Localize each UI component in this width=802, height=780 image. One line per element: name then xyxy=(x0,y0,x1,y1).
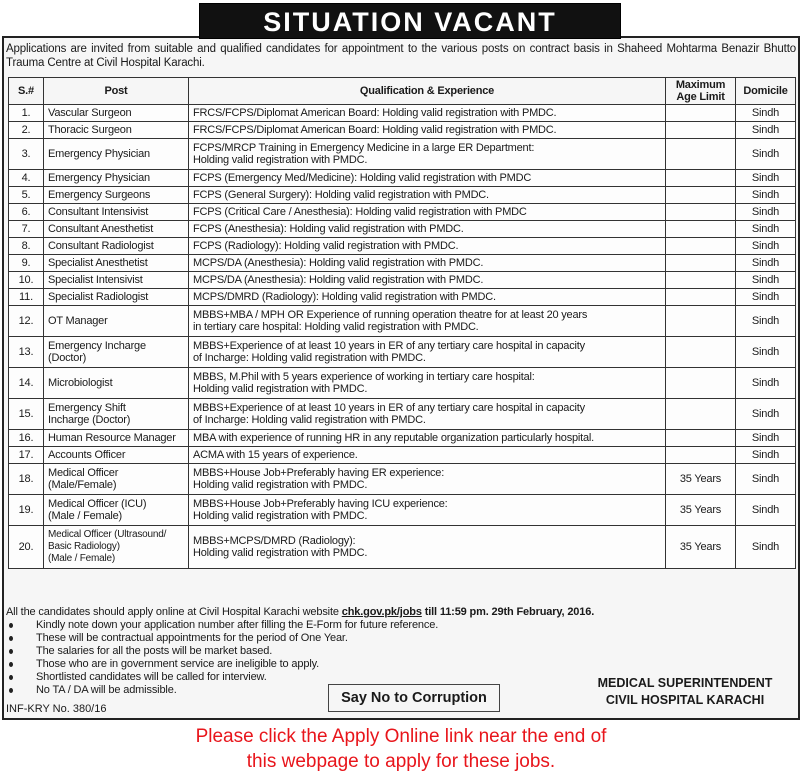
qualification xyxy=(189,447,666,464)
instructions xyxy=(6,606,594,697)
serial-number: 10. xyxy=(9,272,44,289)
age-limit xyxy=(666,272,736,289)
post-line: Consultant Anesthetist xyxy=(48,222,154,235)
table-header-row xyxy=(9,78,796,105)
age-limit xyxy=(666,221,736,238)
domicile: Sindh xyxy=(736,122,796,139)
qualification xyxy=(189,187,666,204)
post-name xyxy=(44,272,189,289)
post-line: Consultant Radiologist xyxy=(48,239,154,252)
table-row xyxy=(9,447,796,464)
table-row xyxy=(9,526,796,569)
serial-number: 16. xyxy=(9,430,44,447)
table-row xyxy=(9,495,796,526)
notice-line1: Please click the Apply Online link near the end of xyxy=(195,726,607,747)
qualification xyxy=(189,105,666,122)
post-line: Thoracic Surgeon xyxy=(48,123,132,136)
qual-line: FRCS/FCPS/Diplomat American Board: Holding valid registration with PMDC. xyxy=(193,123,557,136)
signature xyxy=(570,675,800,709)
table-row xyxy=(9,105,796,122)
age-limit xyxy=(666,289,736,306)
domicile: Sindh xyxy=(736,170,796,187)
qualification xyxy=(189,430,666,447)
serial-number: 3. xyxy=(9,139,44,170)
table-row xyxy=(9,170,796,187)
table-row xyxy=(9,430,796,447)
qualification xyxy=(189,495,666,526)
domicile: Sindh xyxy=(736,238,796,255)
qual-line: Holding valid registration with PMDC. xyxy=(193,479,368,491)
domicile: Sindh xyxy=(736,255,796,272)
post-name xyxy=(44,105,189,122)
serial-number: 19. xyxy=(9,495,44,526)
qualification xyxy=(189,122,666,139)
qualification xyxy=(189,368,666,399)
condition-item: Kindly note down your application number after filling the E-Form for future reference. xyxy=(6,619,594,632)
domicile: Sindh xyxy=(736,221,796,238)
condition-item: Those who are in government service are ineligible to apply. xyxy=(6,658,594,671)
qualification xyxy=(189,139,666,170)
header-domicile: Domicile xyxy=(736,78,796,105)
say-no-corruption-box: Say No to Corruption xyxy=(328,684,500,712)
serial-number: 7. xyxy=(9,221,44,238)
serial-number: 8. xyxy=(9,238,44,255)
post-name xyxy=(44,495,189,526)
qual-line: MBBS+House Job+Preferably having ICU experience: xyxy=(193,497,448,510)
age-limit xyxy=(666,139,736,170)
qual-line: FCPS (Radiology): Holding valid registration with PMDC. xyxy=(193,239,459,252)
post-line: Incharge (Doctor) xyxy=(48,414,131,426)
qual-line: FCPS (General Surgery): Holding valid registration with PMDC. xyxy=(193,188,489,201)
post-name xyxy=(44,368,189,399)
post-name xyxy=(44,306,189,337)
post-line: Emergency Shift xyxy=(48,401,126,414)
serial-number: 14. xyxy=(9,368,44,399)
age-limit xyxy=(666,170,736,187)
post-name xyxy=(44,399,189,430)
qual-line: Holding valid registration with PMDC. xyxy=(193,154,368,166)
serial-number: 2. xyxy=(9,122,44,139)
header-sno: S.# xyxy=(9,78,44,105)
signature-org: CIVIL HOSPITAL KARACHI xyxy=(605,693,765,707)
qual-line: MBBS+MCPS/DMRD (Radiology): xyxy=(193,534,356,547)
qual-line: MBBS, M.Phil with 5 years experience of working in tertiary care hospital: xyxy=(193,370,535,383)
qual-line: FCPS (Critical Care / Anesthesia): Holding valid registration with PMDC xyxy=(193,205,527,218)
qual-line: FCPS (Emergency Med/Medicine): Holding valid registration with PMDC xyxy=(193,171,532,184)
domicile: Sindh xyxy=(736,368,796,399)
age-limit: 35 Years xyxy=(666,495,736,526)
qualification xyxy=(189,464,666,495)
post-line: Specialist Radiologist xyxy=(48,290,149,303)
table-row xyxy=(9,187,796,204)
post-name xyxy=(44,447,189,464)
post-line: Medical Officer (Ultrasound/ xyxy=(48,529,167,540)
post-name xyxy=(44,170,189,187)
apply-link[interactable]: chk.gov.pk/jobs xyxy=(341,606,422,618)
age-limit xyxy=(666,337,736,368)
post-name xyxy=(44,139,189,170)
qualification xyxy=(189,238,666,255)
serial-number: 5. xyxy=(9,187,44,204)
post-name xyxy=(44,526,189,569)
post-line: Accounts Officer xyxy=(48,448,126,461)
post-line: Emergency Physician xyxy=(48,171,150,184)
serial-number: 13. xyxy=(9,337,44,368)
age-limit xyxy=(666,447,736,464)
table-row xyxy=(9,368,796,399)
qual-line: MCPS/DMRD (Radiology): Holding valid registration with PMDC. xyxy=(193,290,496,303)
post-name xyxy=(44,464,189,495)
domicile: Sindh xyxy=(736,430,796,447)
vacancies-table xyxy=(8,77,796,569)
post-line: (Male / Female) xyxy=(48,510,123,522)
table-row xyxy=(9,122,796,139)
conditions-list xyxy=(6,619,594,697)
qual-line: of Incharge: Holding valid registration with PMDC. xyxy=(193,414,426,426)
domicile: Sindh xyxy=(736,289,796,306)
header-age-limit xyxy=(666,78,736,105)
domicile: Sindh xyxy=(736,464,796,495)
post-line: Specialist Intensivist xyxy=(48,273,143,286)
qual-line: of Incharge: Holding valid registration with PMDC. xyxy=(193,352,426,364)
post-name xyxy=(44,238,189,255)
signature-title: MEDICAL SUPERINTENDENT xyxy=(597,676,773,690)
post-line: Vascular Surgeon xyxy=(48,106,132,119)
serial-number: 9. xyxy=(9,255,44,272)
header-age-line2: Age Limit xyxy=(676,91,725,103)
post-name xyxy=(44,187,189,204)
notice-line2: this webpage to apply for these jobs. xyxy=(246,751,556,772)
qual-line: FCPS (Anesthesia): Holding valid registration with PMDC. xyxy=(193,222,464,235)
serial-number: 18. xyxy=(9,464,44,495)
post-line: Medical Officer (ICU) xyxy=(48,497,147,510)
qual-line: Holding valid registration with PMDC. xyxy=(193,510,368,522)
domicile: Sindh xyxy=(736,204,796,221)
qualification xyxy=(189,255,666,272)
table-row xyxy=(9,272,796,289)
post-name xyxy=(44,337,189,368)
header-post: Post xyxy=(44,78,189,105)
qual-line: FRCS/FCPS/Diplomat American Board: Holding valid registration with PMDC. xyxy=(193,106,557,119)
condition-item: These will be contractual appointments for the period of One Year. xyxy=(6,632,594,645)
qualification xyxy=(189,337,666,368)
condition-item: Shortlisted candidates will be called for interview. xyxy=(6,671,594,684)
qual-line: Holding valid registration with PMDC. xyxy=(193,547,368,559)
post-line: Emergency Physician xyxy=(48,147,150,160)
qualification xyxy=(189,272,666,289)
ad-title: SITUATION VACANT xyxy=(199,3,621,39)
age-limit xyxy=(666,368,736,399)
domicile: Sindh xyxy=(736,105,796,122)
post-line: Basic Radiology) xyxy=(48,541,120,552)
domicile: Sindh xyxy=(736,306,796,337)
domicile: Sindh xyxy=(736,337,796,368)
qual-line: MBA with experience of running HR in any reputable organization particularly hospital. xyxy=(193,431,595,444)
domicile: Sindh xyxy=(736,399,796,430)
post-name xyxy=(44,122,189,139)
serial-number: 17. xyxy=(9,447,44,464)
age-limit xyxy=(666,238,736,255)
post-line: OT Manager xyxy=(48,314,108,327)
age-limit xyxy=(666,399,736,430)
reference-number: INF-KRY No. 380/16 xyxy=(6,703,107,715)
post-line: Consultant Intensivist xyxy=(48,205,149,218)
apply-prefix: All the candidates should apply online at Civil Hospital Karachi website xyxy=(6,606,342,618)
age-limit xyxy=(666,204,736,221)
age-limit: 35 Years xyxy=(666,464,736,495)
post-line: Human Resource Manager xyxy=(48,431,176,444)
header-age-line1: Maximum xyxy=(675,79,726,91)
table-row xyxy=(9,289,796,306)
domicile: Sindh xyxy=(736,495,796,526)
table-row xyxy=(9,204,796,221)
post-name xyxy=(44,430,189,447)
qual-line: FCPS/MRCP Training in Emergency Medicine in a large ER Department: xyxy=(193,141,535,154)
qual-line: in tertiary care hospital: Holding valid registration with PMDC. xyxy=(193,321,479,333)
qualification xyxy=(189,399,666,430)
table-row xyxy=(9,399,796,430)
apply-online-notice xyxy=(0,724,802,774)
post-line: Emergency Surgeons xyxy=(48,188,151,201)
qualification xyxy=(189,204,666,221)
qual-line: ACMA with 15 years of experience. xyxy=(193,448,358,461)
qual-line: MBBS+Experience of at least 10 years in ER of any tertiary care hospital in capacity xyxy=(193,339,585,352)
age-limit: 35 Years xyxy=(666,526,736,569)
post-line: (Male/Female) xyxy=(48,479,117,491)
qualification xyxy=(189,289,666,306)
serial-number: 20. xyxy=(9,526,44,569)
qual-line: MBBS+House Job+Preferably having ER experience: xyxy=(193,466,445,479)
serial-number: 15. xyxy=(9,399,44,430)
condition-item: No TA / DA will be admissible. xyxy=(6,684,594,697)
qual-line: Holding valid registration with PMDC. xyxy=(193,383,368,395)
table-row xyxy=(9,337,796,368)
qual-line: MBBS+Experience of at least 10 years in ER of any tertiary care hospital in capacity xyxy=(193,401,585,414)
domicile: Sindh xyxy=(736,447,796,464)
age-limit xyxy=(666,306,736,337)
apply-instruction xyxy=(6,606,594,619)
header-qualification: Qualification & Experience xyxy=(189,78,666,105)
apply-deadline: till 11:59 pm. 29th February, 2016. xyxy=(421,606,595,618)
post-name xyxy=(44,204,189,221)
post-name xyxy=(44,255,189,272)
post-name xyxy=(44,289,189,306)
table-row xyxy=(9,464,796,495)
serial-number: 1. xyxy=(9,105,44,122)
qualification xyxy=(189,526,666,569)
serial-number: 6. xyxy=(9,204,44,221)
age-limit xyxy=(666,430,736,447)
serial-number: 12. xyxy=(9,306,44,337)
table-row xyxy=(9,255,796,272)
domicile: Sindh xyxy=(736,272,796,289)
domicile: Sindh xyxy=(736,526,796,569)
table-row xyxy=(9,139,796,170)
post-line: Specialist Anesthetist xyxy=(48,256,148,269)
age-limit xyxy=(666,105,736,122)
post-line: Microbiologist xyxy=(48,376,113,389)
post-line: Medical Officer xyxy=(48,466,119,479)
age-limit xyxy=(666,187,736,204)
post-line: (Doctor) xyxy=(48,352,87,364)
age-limit xyxy=(666,255,736,272)
serial-number: 4. xyxy=(9,170,44,187)
post-line: (Male / Female) xyxy=(48,553,116,564)
domicile: Sindh xyxy=(736,139,796,170)
table-row xyxy=(9,306,796,337)
qualification xyxy=(189,306,666,337)
table-row xyxy=(9,221,796,238)
table-row xyxy=(9,238,796,255)
qualification xyxy=(189,221,666,238)
qual-line: MCPS/DA (Anesthesia): Holding valid registration with PMDC. xyxy=(193,273,484,286)
qual-line: MBBS+MBA / MPH OR Experience of running operation theatre for at least 20 years xyxy=(193,308,588,321)
qual-line: MCPS/DA (Anesthesia): Holding valid registration with PMDC. xyxy=(193,256,484,269)
domicile: Sindh xyxy=(736,187,796,204)
post-line: Emergency Incharge xyxy=(48,339,146,352)
age-limit xyxy=(666,122,736,139)
condition-item: The salaries for all the posts will be market based. xyxy=(6,645,594,658)
intro-text: Applications are invited from suitable and qualified candidates for appointment to the various posts on contract basis in Shaheed Mohtarma Benazir Bhutto Trauma Centre at Civil Hospital Karachi. xyxy=(6,43,796,69)
serial-number: 11. xyxy=(9,289,44,306)
qualification xyxy=(189,170,666,187)
post-name xyxy=(44,221,189,238)
